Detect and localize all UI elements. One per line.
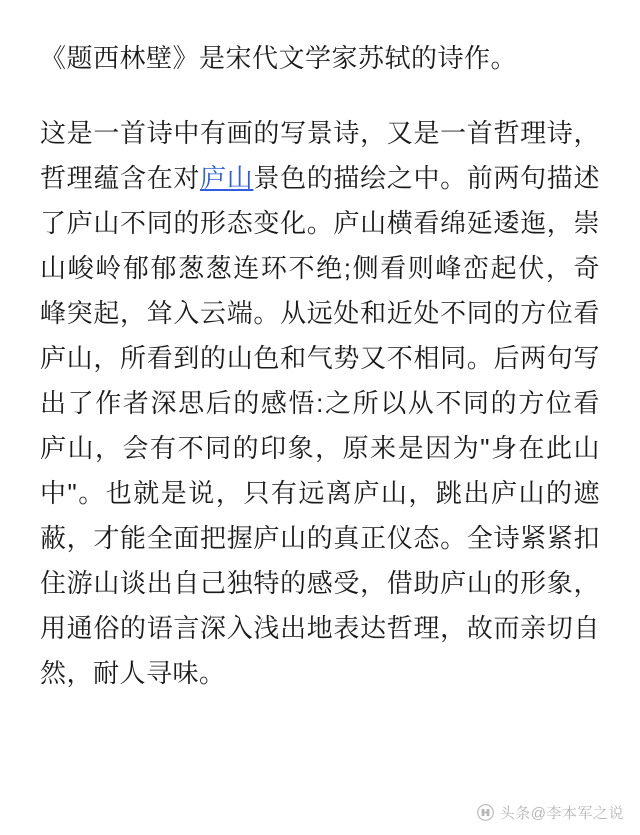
lushan-link[interactable]: 庐山 xyxy=(200,163,254,193)
paragraph-text: 《题西林壁》是宋代文学家苏轼的诗作。 xyxy=(40,43,518,73)
paragraph-analysis xyxy=(40,111,600,696)
headlines-icon xyxy=(477,804,494,821)
paragraph-text-after-link: 景色的描绘之中。前两句描述了庐山不同的形态变化。庐山横看绵延逶迤，崇山峻岭郁郁葱葱连环不绝;侧看则峰峦起伏，奇峰突起，耸入云端。从远处和近处不同的方位看庐山，所看到的山色和气势又不相同。后两句写出了作者深思后的感悟:之所以从不同的方位看庐山，会有不同的印象，原来是因为"身在此山中"。也就是说，只有远离庐山，跳出庐山的遮蔽，才能全面把握庐山的真正仪态。全诗紧紧扣住游山谈出自己独特的感受，借助庐山的形象，用通俗的语言深入浅出地表达哲理，故而亲切自然，耐人寻味。 xyxy=(40,163,600,688)
watermark xyxy=(477,802,624,823)
paragraph-intro xyxy=(40,36,600,81)
watermark-label: 头条@李本军之说 xyxy=(499,805,624,822)
paragraph-text-before-link: 这是一首诗中有画的写景诗，又是一首哲理诗，哲理蕴含在对 xyxy=(40,118,600,193)
